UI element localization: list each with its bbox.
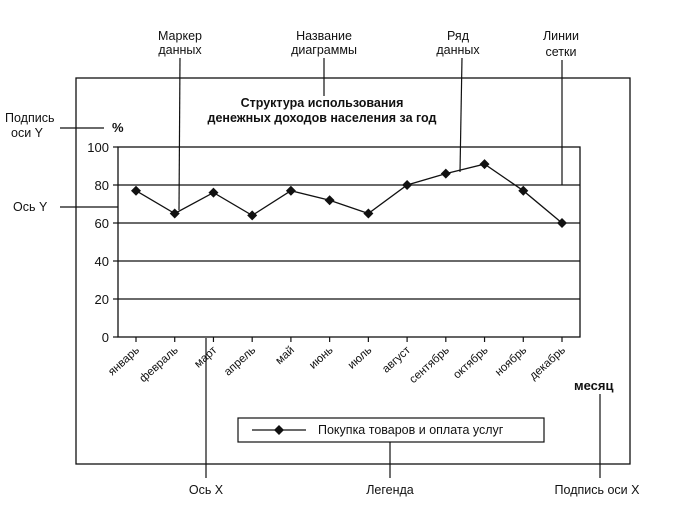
callout-gridlines-line-2: сетки — [545, 45, 577, 59]
callout-data-marker-line-2: данных — [158, 43, 202, 57]
y-tick-label: 60 — [94, 216, 109, 231]
callout-x-axis-title — [555, 394, 641, 497]
y-axis-title: % — [112, 120, 124, 135]
callout-y-axis-label: Ось Y — [13, 200, 48, 214]
callout-y-axis-title-line-2: оси Y — [11, 126, 43, 140]
series-line — [136, 164, 562, 223]
data-point-marker — [480, 159, 490, 169]
callout-chart-title-line-1: Название — [296, 29, 352, 43]
x-tick-label: октябрь — [451, 344, 491, 382]
x-tick-labels — [106, 344, 568, 386]
chart-title-line-1: Структура использования — [240, 96, 404, 110]
x-tick-label: ноябрь — [493, 344, 530, 379]
plot-area-frame — [118, 147, 580, 337]
data-series — [131, 159, 567, 228]
callout-legend — [366, 442, 414, 497]
data-point-marker — [208, 188, 218, 198]
callout-y-axis-title — [5, 111, 104, 140]
callout-y-axis — [13, 200, 118, 214]
callout-x-axis-label: Ось X — [188, 483, 224, 497]
chart-title-line-2: денежных доходов населения за год — [207, 111, 437, 125]
x-tick-label: сентябрь — [407, 344, 452, 386]
y-tick-label: 40 — [94, 254, 109, 269]
x-tick-label: март — [192, 344, 220, 371]
x-tick-label: февраль — [137, 344, 181, 385]
x-tick-label: июнь — [307, 344, 336, 372]
callout-data-marker-line-1: Маркер — [158, 29, 202, 43]
callout-y-axis-title-line-1: Подпись — [5, 111, 55, 125]
callout-chart-title — [291, 29, 357, 96]
chart-area-frame — [76, 78, 630, 464]
callout-data-marker-pointer — [179, 58, 180, 210]
callout-data-series-pointer — [460, 58, 462, 172]
callout-legend-label: Легенда — [366, 483, 414, 497]
x-tick-label: август — [380, 344, 414, 376]
x-tick-label: январь — [106, 344, 143, 379]
y-tick-label: 20 — [94, 292, 109, 307]
data-point-marker — [131, 186, 141, 196]
callout-data-marker — [158, 29, 202, 210]
data-point-marker — [441, 169, 451, 179]
callout-x-axis-title-label: Подпись оси X — [554, 483, 640, 497]
y-tick-label: 0 — [101, 330, 109, 345]
data-point-marker — [363, 209, 373, 219]
y-tick-labels — [87, 140, 109, 345]
callout-data-series — [436, 29, 480, 172]
data-point-marker — [325, 195, 335, 205]
callout-chart-title-line-2: диаграммы — [291, 43, 357, 57]
x-tick-label: апрель — [222, 344, 259, 379]
data-point-marker — [402, 180, 412, 190]
callout-data-series-line-2: данных — [436, 43, 480, 57]
data-point-marker — [170, 209, 180, 219]
callout-gridlines — [543, 29, 579, 185]
callout-data-series-line-1: Ряд — [447, 29, 469, 43]
y-tick-label: 80 — [94, 178, 109, 193]
data-point-marker — [247, 210, 257, 220]
gridlines — [113, 147, 580, 342]
legend — [238, 418, 544, 442]
legend-series-label: Покупка товаров и оплата услуг — [318, 423, 504, 437]
x-tick-label: декабрь — [527, 344, 569, 383]
x-axis-title: месяц — [574, 378, 614, 393]
data-point-marker — [286, 186, 296, 196]
y-tick-label: 100 — [87, 140, 109, 155]
x-tick-label: июль — [345, 344, 375, 372]
x-tick-label: май — [273, 344, 297, 368]
callout-gridlines-line-1: Линии — [542, 29, 580, 43]
